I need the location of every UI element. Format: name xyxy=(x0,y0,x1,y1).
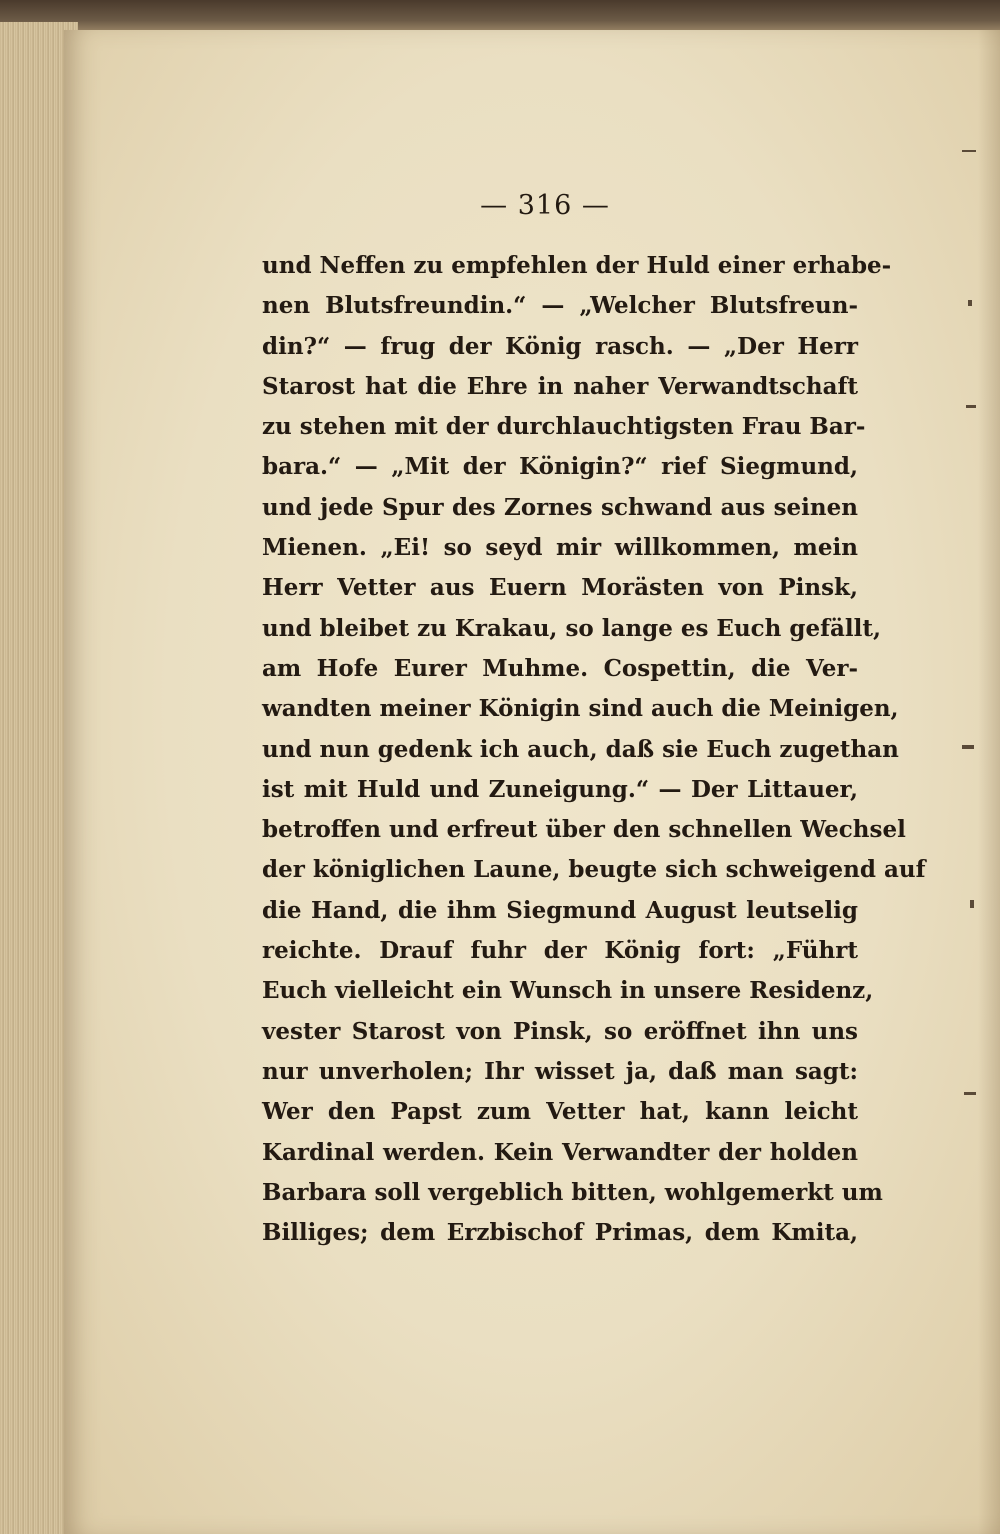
page-right-shadow xyxy=(978,30,1000,1534)
text-line: Euch vielleicht ein Wunsch in unsere Residenz, xyxy=(262,977,874,1005)
text-line: und Neffen zu empfehlen der Huld einer erhabe- xyxy=(262,252,892,279)
margin-mark xyxy=(964,1092,976,1095)
page-number: — 316 — xyxy=(480,190,610,221)
text-line: bara.“ — „Mit der Königin?“ rief Siegmund, xyxy=(262,453,858,481)
margin-mark xyxy=(968,300,972,306)
text-line: am Hofe Eurer Muhme. Cospettin, die Ver- xyxy=(262,654,858,682)
text-line: nen Blutsfreundin.“ — „Welcher Blutsfreun- xyxy=(262,292,858,320)
text-line: wandten meiner Königin sind auch die Meinigen, xyxy=(262,695,899,723)
margin-mark xyxy=(970,900,974,908)
text-line: und jede Spur des Zornes schwand aus seinen xyxy=(262,493,858,521)
text-line: ist mit Huld und Zuneigung.“ — Der Littauer, xyxy=(262,775,858,803)
text-line: reichte. Drauf fuhr der König fort: „Führt xyxy=(262,937,858,965)
text-line: zu stehen mit der durchlauchtigsten Frau Bar- xyxy=(262,413,866,441)
margin-mark xyxy=(962,745,974,749)
margin-mark xyxy=(962,150,976,152)
text-line: Wer den Papst zum Vetter hat, kann leicht xyxy=(262,1098,858,1126)
text-line: vester Starost von Pinsk, so eröffnet ihn uns xyxy=(262,1017,858,1045)
margin-mark xyxy=(966,405,976,408)
text-line: und nun gedenk ich auch, daß sie Euch zugethan xyxy=(262,735,899,763)
text-line: Barbara soll vergeblich bitten, wohlgemerkt um xyxy=(262,1178,883,1206)
text-line: Herr Vetter aus Euern Morästen von Pinsk, xyxy=(262,574,858,602)
text-line: nur unverholen; Ihr wisset ja, daß man sagt: xyxy=(262,1057,858,1085)
text-line: din?“ — frug der König rasch. — „Der Herr xyxy=(262,332,858,360)
text-line: Billiges; dem Erzbischof Primas, dem Kmita, xyxy=(262,1219,858,1247)
body-text xyxy=(262,246,926,1253)
text-line: Mienen. „Ei! so seyd mir willkommen, mein xyxy=(262,534,858,562)
text-line: und bleibet zu Krakau, so lange es Euch gefällt, xyxy=(262,614,882,642)
text-line: die Hand, die ihm Siegmund August leutselig xyxy=(262,896,858,924)
text-line: betroffen und erfreut über den schnellen Wechsel xyxy=(262,816,906,844)
book-top-edge xyxy=(0,0,1000,34)
text-line: der königlichen Laune, beugte sich schweigend auf xyxy=(262,856,926,884)
text-line: Kardinal werden. Kein Verwandter der holden xyxy=(262,1138,858,1166)
text-line: Starost hat die Ehre in naher Verwandtschaft xyxy=(262,372,858,400)
